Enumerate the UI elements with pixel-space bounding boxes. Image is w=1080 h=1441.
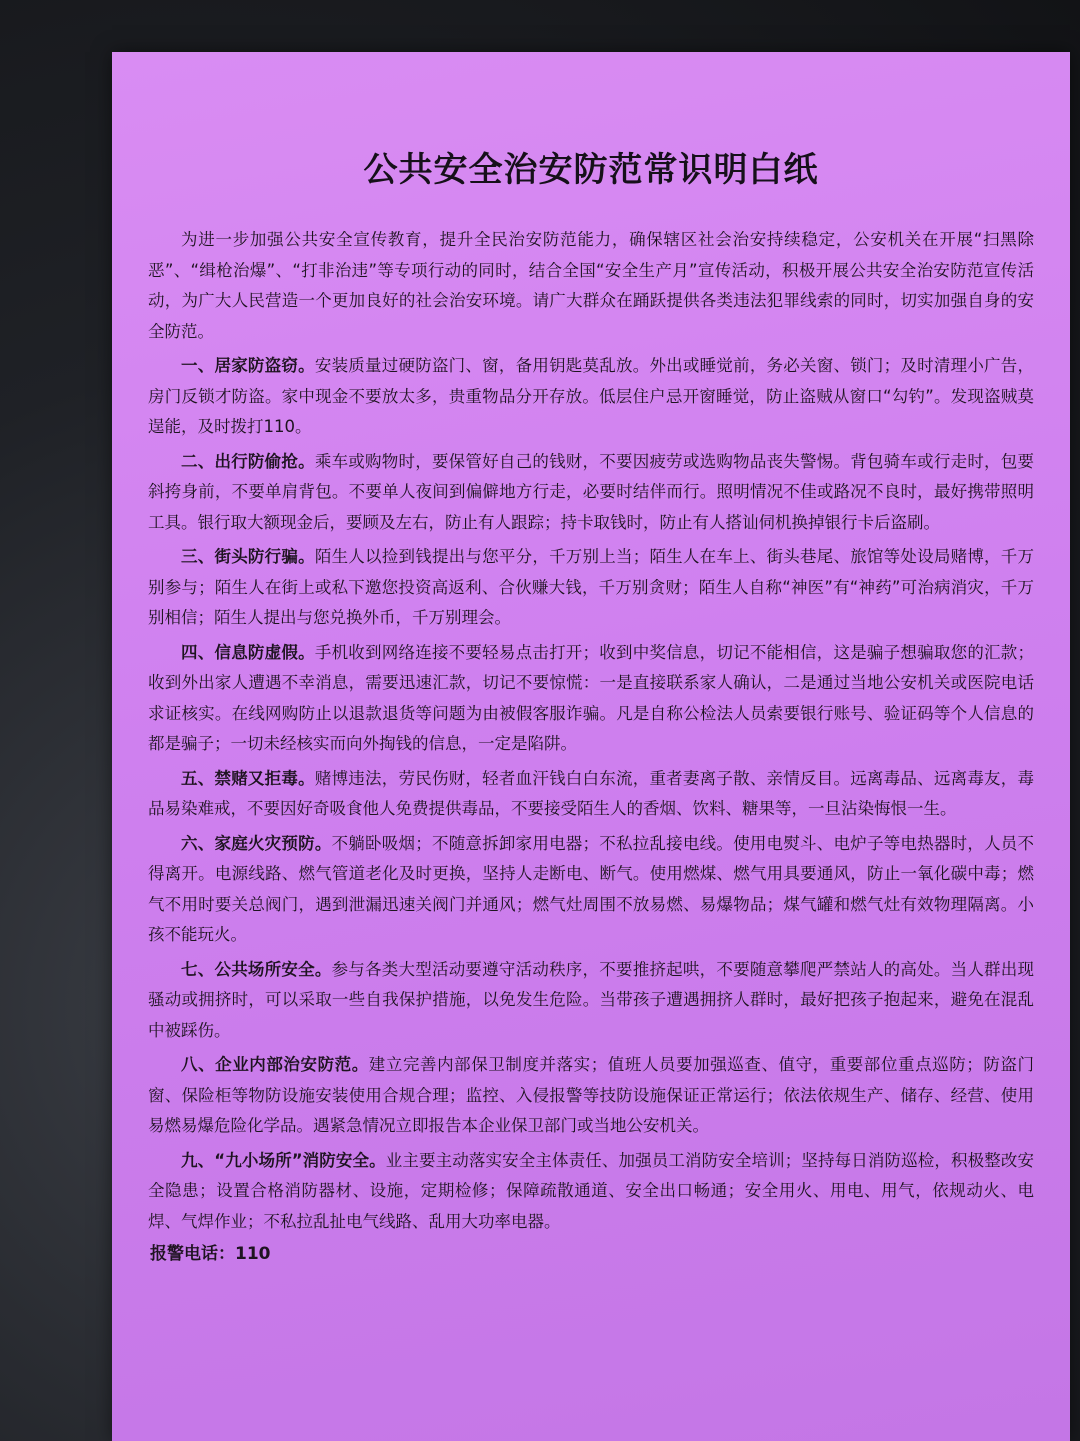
section-text: 建立完善内部保卫制度并落实；值班人员要加强巡查、值守，重要部位重点巡防；防盗门窗、保险柜等物防设施安装使用合规合理；监控、入侵报警等技防设施保证正常运行；依法依规生产、储存、经营、使用易燃易爆危险化学品。遇紧急情况立即报告本企业保卫部门或当地公安机关。 [148, 1055, 1035, 1135]
section-heading: 八、企业内部治安防范。 [181, 1055, 369, 1074]
police-hotline: 报警电话：110 [150, 1244, 271, 1264]
section-street-fraud [148, 542, 1034, 634]
section-text: 参与各类大型活动要遵守活动秩序，不要推挤起哄，不要随意攀爬严禁站人的高处。当人群出现骚动或拥挤时，可以采取一些自我保护措施，以免发生危险。当带孩子遭遇拥挤人群时，最好把孩子抱起来，避免在混乱中被踩伤。 [148, 959, 1035, 1040]
section-text: 乘车或购物时，要保管好自己的钱财，不要因疲劳或选购物品丧失警惕。背包骑车或行走时，包要斜挎身前，不要单肩背包。不要单人夜间到偏僻地方行走，必要时结伴而行。照明情况不佳或路况不良时，最好携带照明工具。银行取大额现金后，要顾及左右，防止有人跟踪；持卡取钱时，防止有人搭讪伺机换掉银行卡后盗刷。 [148, 451, 1035, 532]
section-text: 赌博违法，劳民伤财，轻者血汗钱白白东流，重者妻离子散、亲情反目。远离毒品、远离毒友，毒品易染难戒，不要因好奇吸食他人免费提供毒品，不要接受陌生人的香烟、饮料、糖果等，一旦沾染悔恨一生。 [148, 768, 1035, 818]
section-heading: 七、公共场所安全。 [181, 959, 332, 979]
section-home-theft [148, 351, 1034, 443]
section-enterprise-security [148, 1050, 1034, 1142]
section-travel-robbery [148, 447, 1034, 539]
document-title: 公共安全治安防范常识明白纸 [363, 150, 819, 190]
leaflet-paper [112, 52, 1070, 1441]
section-text: 陌生人以捡到钱提出与您平分，千万别上当；陌生人在车上、街头巷尾、旅馆等处设局赌博，千万别参与；陌生人在街上或私下邀您投资高返利、合伙赚大钱，千万别贪财；陌生人自称“神医”有“神药”可治病消灾，千万别相信；陌生人提出与您兑换外币，千万别理会。 [148, 547, 1035, 627]
section-text: 业主要主动落实安全主体责任、加强员工消防安全培训；坚持每日消防巡检，积极整改安全隐患；设置合格消防器材、设施，定期检修；保障疏散通道、安全出口畅通；安全用火、用电、用气，依规动火、电焊、气焊作业；不私拉乱扯电气线路、乱用大功率电器。 [148, 1150, 1034, 1231]
section-heading: 六、家庭火灾预防。 [181, 833, 332, 853]
section-heading: 九、“九小场所”消防安全。 [181, 1150, 386, 1170]
section-text: 安装质量过硬防盗门、窗，备用钥匙莫乱放。外出或睡觉前，务必关窗、锁门；及时清理小广告，房门反锁才防盗。家中现金不要放太多，贵重物品分开存放。低层住户忌开窗睡觉，防止盗贼从窗口“勾钓”。发现盗贼莫逞能，及时拨打110。 [148, 356, 1035, 436]
section-gambling-drugs [148, 764, 1034, 825]
section-heading: 四、信息防虚假。 [181, 642, 315, 662]
section-heading: 一、居家防盗窃。 [181, 356, 315, 375]
section-text: 手机收到网络连接不要轻易点击打开；收到中奖信息，切记不能相信，这是骗子想骗取您的汇款；收到外出家人遭遇不幸消息，需要迅速汇款，切记不要惊慌：一是直接联系家人确认，二是通过当地公安机关或医院电话求证核实。在线网购防止以退款退货等问题为由被假客服诈骗。凡是自称公检法人员索要银行账号、验证码等个人信息的都是骗子；一切未经核实而向外掏钱的信息，一定是陷阱。 [148, 642, 1035, 753]
intro-paragraph: 为进一步加强公共安全宣传教育，提升全民治安防范能力，确保辖区社会治安持续稳定，公安机关在开展“扫黑除恶”、“缉枪治爆”、“打非治违”等专项行动的同时，结合全国“安全生产月”宣传活动，积极开展公共安全治安防范宣传活动，为广大人民营造一个更加良好的社会治安环境。请广大群众在踊跃提供各类违法犯罪线索的同时，切实加强自身的安全防范。 [148, 230, 1034, 341]
section-home-fire [148, 829, 1034, 951]
section-heading: 二、出行防偷抢。 [181, 451, 315, 471]
section-false-information [148, 638, 1034, 760]
section-public-places [148, 955, 1034, 1047]
sections-container [148, 351, 1034, 1237]
section-heading: 三、街头防行骗。 [181, 547, 315, 566]
section-small-venues-fire [148, 1146, 1034, 1238]
section-text: 不躺卧吸烟；不随意拆卸家用电器；不私拉乱接电线。使用电熨斗、电炉子等电热器时，人员不得离开。电源线路、燃气管道老化及时更换，坚持人走断电、断气。使用燃煤、燃气用具要通风，防止一氧化碳中毒；燃气不用时要关总阀门，遇到泄漏迅速关阀门并通风；燃气灶周围不放易燃、易爆物品；煤气罐和燃气灶有效物理隔离。小孩不能玩火。 [148, 833, 1035, 944]
section-heading: 五、禁赌又拒毒。 [181, 768, 315, 788]
